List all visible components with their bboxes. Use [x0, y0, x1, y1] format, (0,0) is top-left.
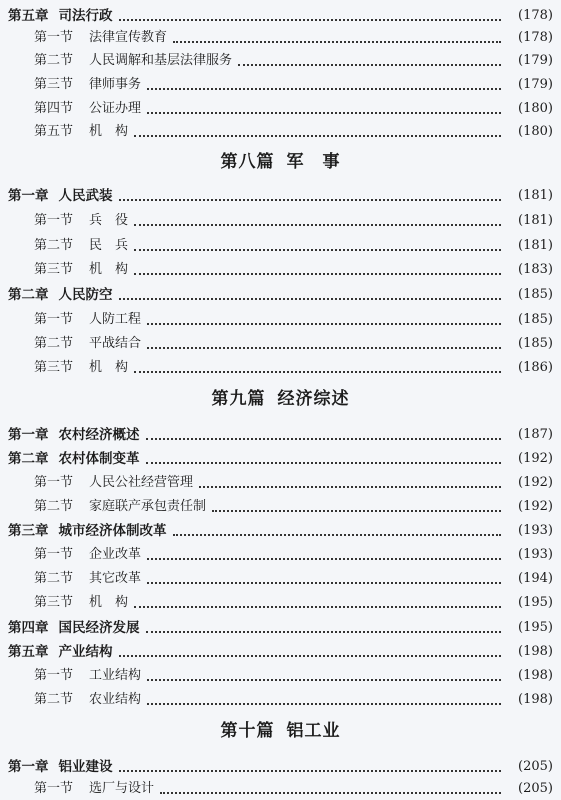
section-title: 机 构 — [89, 262, 129, 277]
dot-leader — [134, 224, 501, 226]
chapter-number: 第五章 — [8, 644, 49, 660]
page-number: (193) — [518, 547, 553, 562]
chapter-title: 司法行政 — [58, 8, 113, 24]
toc-section-row[interactable] — [0, 357, 561, 379]
page-number: (193) — [518, 523, 553, 538]
part-heading[interactable] — [0, 384, 561, 414]
part-title: 军 事 — [286, 152, 341, 172]
section-title: 其它改革 — [89, 571, 142, 586]
toc-section-row[interactable] — [0, 235, 561, 257]
dot-leader — [146, 462, 502, 464]
chapter-number: 第一章 — [8, 427, 49, 443]
dot-leader — [119, 19, 502, 21]
chapter-title: 农村体制变革 — [58, 451, 140, 467]
section-title: 人民调解和基层法律服务 — [89, 53, 233, 68]
toc-section-row[interactable] — [0, 259, 561, 281]
chapter-number: 第一章 — [8, 759, 49, 775]
toc-chapter-row[interactable] — [0, 424, 561, 446]
section-number: 第二节 — [34, 692, 74, 707]
section-title: 家庭联产承包责任制 — [89, 499, 207, 514]
section-title: 机 构 — [89, 360, 129, 375]
page-number: (186) — [518, 360, 553, 375]
dot-leader — [119, 770, 502, 772]
section-title: 人防工程 — [89, 312, 142, 327]
section-title: 人民公社经营管理 — [89, 475, 194, 490]
toc-chapter-row[interactable] — [0, 756, 561, 778]
dot-leader — [160, 792, 501, 794]
dot-leader — [119, 199, 502, 201]
dot-leader — [146, 438, 502, 440]
chapter-title: 城市经济体制改革 — [58, 523, 167, 539]
toc-chapter-row[interactable] — [0, 520, 561, 542]
section-number: 第一节 — [34, 312, 74, 327]
toc-chapter-row[interactable] — [0, 448, 561, 470]
toc-section-row[interactable] — [0, 121, 561, 143]
section-number: 第五节 — [34, 124, 74, 139]
toc-section-row[interactable] — [0, 472, 561, 494]
toc-section-row[interactable] — [0, 689, 561, 711]
chapter-number: 第五章 — [8, 8, 49, 24]
chapter-number: 第三章 — [8, 523, 49, 539]
part-number: 第九篇 — [211, 389, 266, 409]
toc-section-row[interactable] — [0, 568, 561, 590]
toc-chapter-row[interactable] — [0, 641, 561, 663]
page-number: (178) — [518, 30, 553, 45]
section-number: 第二节 — [34, 336, 74, 351]
section-number: 第一节 — [34, 30, 74, 45]
dot-leader — [147, 112, 501, 114]
section-number: 第二节 — [34, 499, 74, 514]
chapter-title: 人民武装 — [58, 188, 113, 204]
toc-section-row[interactable] — [0, 544, 561, 566]
page-number: (198) — [518, 692, 553, 707]
page-number: (198) — [518, 644, 553, 659]
toc-section-row[interactable] — [0, 778, 561, 800]
toc-section-row[interactable] — [0, 74, 561, 96]
chapter-title: 国民经济发展 — [58, 620, 140, 636]
section-title: 机 构 — [89, 124, 129, 139]
part-number: 第十篇 — [220, 721, 275, 741]
section-number: 第二节 — [34, 238, 74, 253]
toc-section-row[interactable] — [0, 592, 561, 614]
dot-leader — [147, 558, 501, 560]
part-number: 第八篇 — [220, 152, 275, 172]
section-number: 第一节 — [34, 213, 74, 228]
toc-chapter-row[interactable] — [0, 617, 561, 639]
section-title: 机 构 — [89, 595, 129, 610]
dot-leader — [134, 606, 501, 608]
dot-leader — [134, 371, 501, 373]
page-number: (192) — [518, 475, 553, 490]
section-title: 法律宣传教育 — [89, 30, 168, 45]
dot-leader — [134, 249, 501, 251]
dot-leader — [173, 41, 501, 43]
chapter-number: 第二章 — [8, 287, 49, 303]
dot-leader — [147, 323, 501, 325]
section-title: 工业结构 — [89, 668, 142, 683]
section-number: 第一节 — [34, 668, 74, 683]
page-number: (198) — [518, 668, 553, 683]
toc-section-row[interactable] — [0, 210, 561, 232]
page-number: (180) — [518, 101, 553, 116]
section-title: 企业改革 — [89, 547, 142, 562]
page-number: (192) — [518, 451, 553, 466]
page-number: (194) — [518, 571, 553, 586]
section-title: 公证办理 — [89, 101, 142, 116]
section-number: 第二节 — [34, 53, 74, 68]
page-number: (179) — [518, 53, 553, 68]
dot-leader — [146, 631, 502, 633]
dot-leader — [119, 298, 502, 300]
section-title: 平战结合 — [89, 336, 142, 351]
toc-chapter-row[interactable] — [0, 5, 561, 27]
section-number: 第四节 — [34, 101, 74, 116]
dot-leader — [147, 582, 501, 584]
chapter-title: 人民防空 — [58, 287, 113, 303]
section-number: 第二节 — [34, 571, 74, 586]
dot-leader — [238, 64, 501, 66]
part-title: 经济综述 — [277, 389, 350, 409]
page-number: (178) — [518, 8, 553, 23]
dot-leader — [147, 679, 501, 681]
section-title: 选厂与设计 — [89, 781, 155, 796]
toc-section-row[interactable] — [0, 309, 561, 331]
toc-section-row[interactable] — [0, 98, 561, 120]
page-number: (181) — [518, 238, 553, 253]
page-number: (179) — [518, 77, 553, 92]
dot-leader — [147, 88, 501, 90]
part-heading[interactable] — [0, 147, 561, 177]
chapter-number: 第二章 — [8, 451, 49, 467]
toc-chapter-row[interactable] — [0, 284, 561, 306]
dot-leader — [147, 347, 501, 349]
page-number: (181) — [518, 213, 553, 228]
section-number: 第三节 — [34, 262, 74, 277]
toc-section-row[interactable] — [0, 496, 561, 518]
chapter-title: 产业结构 — [58, 644, 113, 660]
page-number: (195) — [518, 620, 553, 635]
page-number: (181) — [518, 188, 553, 203]
chapter-title: 农村经济概述 — [58, 427, 140, 443]
chapter-number: 第四章 — [8, 620, 49, 636]
section-title: 律师事务 — [89, 77, 142, 92]
part-heading[interactable] — [0, 716, 561, 746]
page-number: (205) — [518, 781, 553, 796]
dot-leader — [119, 655, 502, 657]
dot-leader — [173, 534, 502, 536]
page-number: (185) — [518, 312, 553, 327]
dot-leader — [134, 273, 501, 275]
dot-leader — [147, 703, 501, 705]
dot-leader — [134, 135, 501, 137]
page-number: (195) — [518, 595, 553, 610]
page-number: (185) — [518, 336, 553, 351]
page-number: (187) — [518, 427, 553, 442]
toc-chapter-row[interactable] — [0, 185, 561, 207]
page-number: (205) — [518, 759, 553, 774]
toc-section-row[interactable] — [0, 27, 561, 49]
page-number: (180) — [518, 124, 553, 139]
section-number: 第一节 — [34, 475, 74, 490]
toc-section-row[interactable] — [0, 50, 561, 72]
toc-section-row[interactable] — [0, 665, 561, 687]
section-number: 第一节 — [34, 781, 74, 796]
chapter-number: 第一章 — [8, 188, 49, 204]
section-number: 第一节 — [34, 547, 74, 562]
page-number: (185) — [518, 287, 553, 302]
page-number: (192) — [518, 499, 553, 514]
section-number: 第三节 — [34, 77, 74, 92]
dot-leader — [199, 486, 501, 488]
chapter-title: 铝业建设 — [58, 759, 113, 775]
toc-section-row[interactable] — [0, 333, 561, 355]
section-title: 农业结构 — [89, 692, 142, 707]
section-title: 兵 役 — [89, 213, 129, 228]
section-number: 第三节 — [34, 595, 74, 610]
section-number: 第三节 — [34, 360, 74, 375]
page-number: (183) — [518, 262, 553, 277]
section-title: 民 兵 — [89, 238, 129, 253]
dot-leader — [212, 510, 501, 512]
part-title: 铝工业 — [286, 721, 341, 741]
